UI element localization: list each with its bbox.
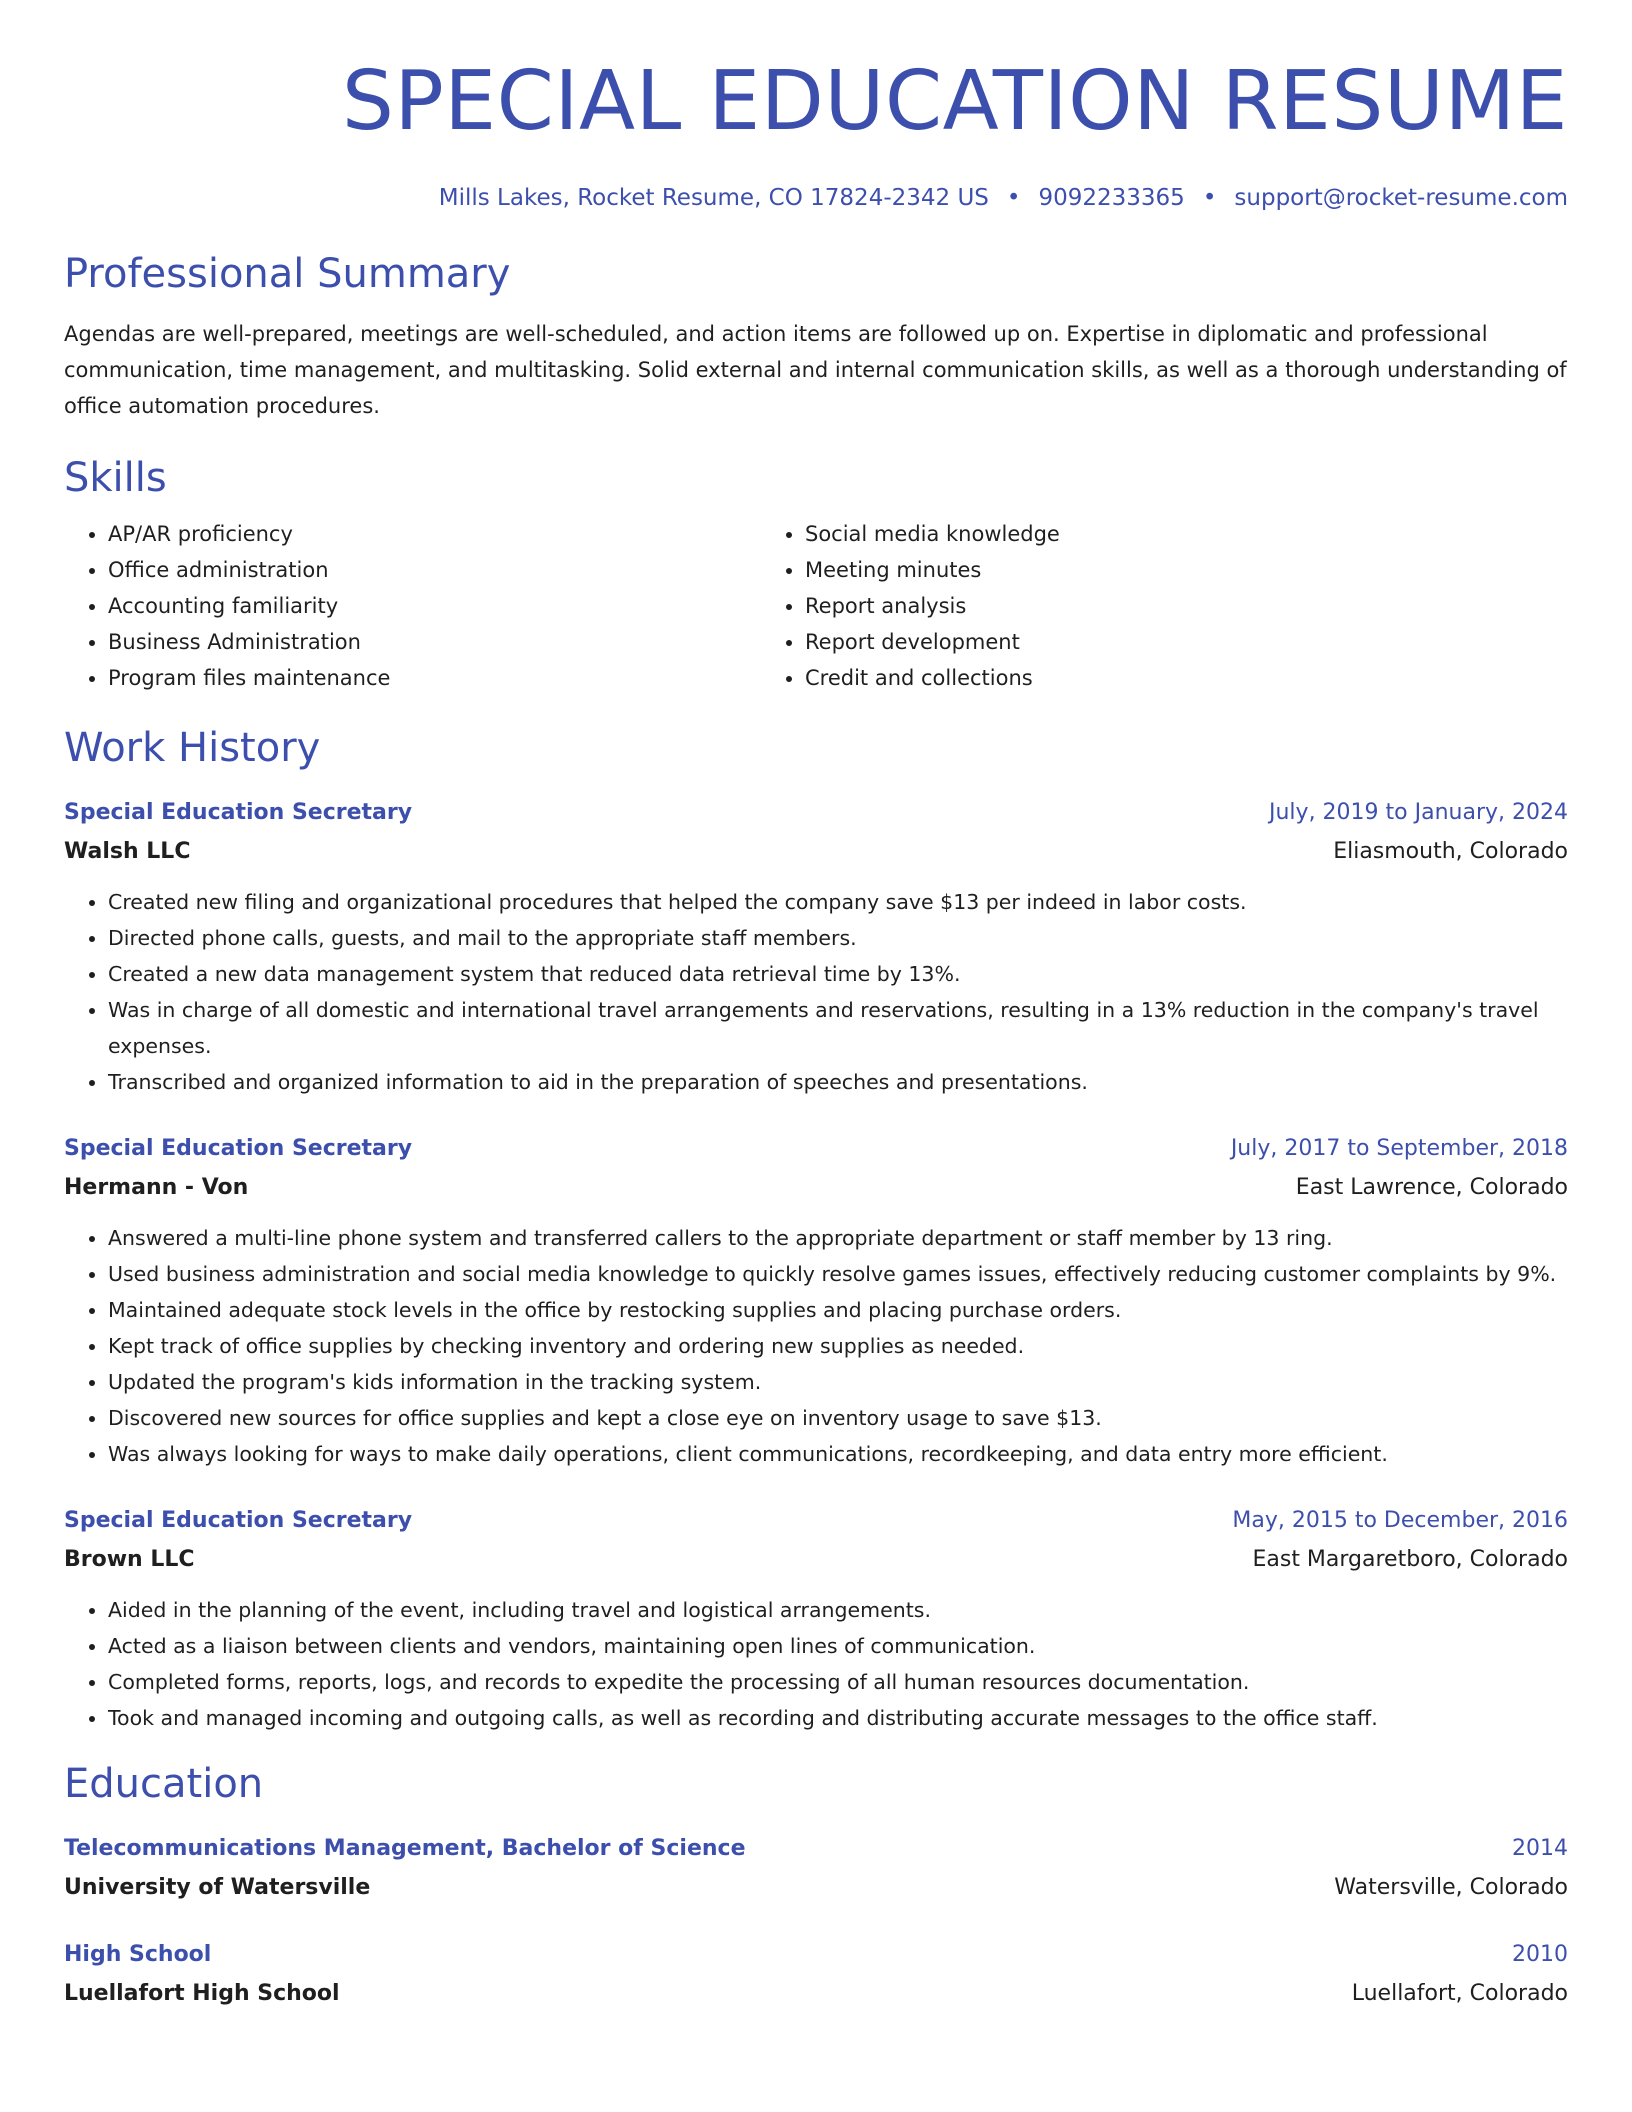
skill-item: • Office administration bbox=[108, 552, 761, 588]
job-role: Special Education Secretary bbox=[64, 1136, 413, 1161]
job-company-row bbox=[64, 1540, 1568, 1580]
job-entry bbox=[64, 794, 1568, 1100]
skill-item: • Social media knowledge bbox=[805, 516, 1568, 552]
education-location: Watersville, Colorado bbox=[1334, 1875, 1568, 1900]
contact-phone[interactable]: 9092233365 bbox=[1038, 185, 1185, 211]
skills-columns bbox=[64, 516, 1568, 696]
job-title-row bbox=[64, 1130, 1568, 1168]
job-company-row bbox=[64, 1168, 1568, 1208]
job-bullet: • Created a new data management system that reduced data retrieval time by 13%. bbox=[108, 956, 1568, 992]
job-company-row bbox=[64, 832, 1568, 872]
job-bullet: • Kept track of office supplies by checking inventory and ordering new supplies as needed. bbox=[108, 1328, 1568, 1364]
skill-item: • Meeting minutes bbox=[805, 552, 1568, 588]
education-entry bbox=[64, 1936, 1568, 2014]
job-title-row bbox=[64, 794, 1568, 832]
job-bullet: • Took and managed incoming and outgoing calls, as well as recording and distributing accurate messages to the office staff. bbox=[108, 1700, 1568, 1736]
job-entry bbox=[64, 1130, 1568, 1472]
job-bullets bbox=[64, 1220, 1568, 1472]
contact-email[interactable]: support@rocket-resume.com bbox=[1234, 185, 1568, 211]
job-bullets bbox=[64, 1592, 1568, 1736]
job-bullet: • Answered a multi-line phone system and transferred callers to the appropriate department or staff member by 13 ring. bbox=[108, 1220, 1568, 1256]
job-company: Walsh LLC bbox=[64, 839, 191, 864]
skill-item: • Report analysis bbox=[805, 588, 1568, 624]
work-history-section bbox=[64, 722, 1568, 1736]
skill-item: • Program files maintenance bbox=[108, 660, 761, 696]
education-school-row bbox=[64, 1868, 1568, 1908]
skill-item: • AP/AR proficiency bbox=[108, 516, 761, 552]
job-bullet: • Was always looking for ways to make daily operations, client communications, recordkeeping, and data entry more efficient. bbox=[108, 1436, 1568, 1472]
contact-address: Mills Lakes, Rocket Resume, CO 17824-2342 US bbox=[438, 185, 989, 211]
job-bullet: • Created new filing and organizational procedures that helped the company save $13 per indeed in labor costs. bbox=[108, 884, 1568, 920]
education-school: Luellafort High School bbox=[64, 1981, 340, 2006]
job-company: Hermann - Von bbox=[64, 1175, 249, 1200]
job-bullet: • Acted as a liaison between clients and vendors, maintaining open lines of communication. bbox=[108, 1628, 1568, 1664]
resume-title: SPECIAL EDUCATION RESUME bbox=[341, 54, 1568, 149]
summary-heading: Professional Summary bbox=[64, 251, 511, 297]
job-bullet: • Aided in the planning of the event, including travel and logistical arrangements. bbox=[108, 1592, 1568, 1628]
job-dates: July, 2019 to January, 2024 bbox=[1269, 800, 1568, 825]
job-bullet: • Maintained adequate stock levels in the office by restocking supplies and placing purchase orders. bbox=[108, 1292, 1568, 1328]
job-bullet: • Used business administration and social media knowledge to quickly resolve games issues, effectively reducing customer complaints by 9%. bbox=[108, 1256, 1568, 1292]
job-bullet: • Completed forms, reports, logs, and records to expedite the processing of all human resources documentation. bbox=[108, 1664, 1568, 1700]
job-location: East Margaretboro, Colorado bbox=[1252, 1547, 1568, 1572]
education-school-row bbox=[64, 1974, 1568, 2014]
skill-item: • Business Administration bbox=[108, 624, 761, 660]
job-dates: July, 2017 to September, 2018 bbox=[1230, 1136, 1568, 1161]
education-year: 2014 bbox=[1512, 1836, 1568, 1861]
work-history-heading: Work History bbox=[64, 725, 321, 771]
resume-header bbox=[64, 52, 1568, 214]
job-role: Special Education Secretary bbox=[64, 800, 413, 825]
skills-list-left bbox=[64, 516, 761, 696]
summary-text: Agendas are well-prepared, meetings are well-scheduled, and action items are followed up on. Expertise in diplomatic and professional communication, time management, and multitasking. Solid external and internal communication skills, as well as a thorough understanding of office automation procedures. bbox=[64, 322, 1567, 418]
education-heading: Education bbox=[64, 1761, 264, 1807]
job-role: Special Education Secretary bbox=[64, 1508, 413, 1533]
education-location: Luellafort, Colorado bbox=[1351, 1981, 1568, 2006]
skills-list-right bbox=[761, 516, 1568, 696]
skill-item: • Credit and collections bbox=[805, 660, 1568, 696]
job-bullets bbox=[64, 884, 1568, 1100]
job-bullet: • Directed phone calls, guests, and mail to the appropriate staff members. bbox=[108, 920, 1568, 956]
education-degree: Telecommunications Management, Bachelor of Science bbox=[64, 1836, 746, 1861]
contact-separator: • bbox=[1006, 185, 1021, 211]
job-entry bbox=[64, 1502, 1568, 1736]
summary-section bbox=[64, 248, 1568, 424]
skills-heading: Skills bbox=[64, 455, 167, 501]
job-title-row bbox=[64, 1502, 1568, 1540]
job-bullet: • Discovered new sources for office supplies and kept a close eye on inventory usage to save $13. bbox=[108, 1400, 1568, 1436]
skill-item: • Report development bbox=[805, 624, 1568, 660]
skill-item: • Accounting familiarity bbox=[108, 588, 761, 624]
job-bullet: • Transcribed and organized information to aid in the preparation of speeches and presentations. bbox=[108, 1064, 1568, 1100]
education-degree-row bbox=[64, 1936, 1568, 1974]
job-bullet: • Updated the program's kids information in the tracking system. bbox=[108, 1364, 1568, 1400]
job-bullet: • Was in charge of all domestic and international travel arrangements and reservations, resulting in a 13% reduction in the company's travel expenses. bbox=[108, 992, 1568, 1064]
job-location: Eliasmouth, Colorado bbox=[1333, 839, 1568, 864]
education-section bbox=[64, 1758, 1568, 2014]
education-year: 2010 bbox=[1512, 1942, 1568, 1967]
education-entry bbox=[64, 1830, 1568, 1908]
job-location: East Lawrence, Colorado bbox=[1295, 1175, 1568, 1200]
job-company: Brown LLC bbox=[64, 1547, 195, 1572]
skills-section bbox=[64, 452, 1568, 696]
contact-line bbox=[64, 182, 1568, 214]
education-degree: High School bbox=[64, 1942, 212, 1967]
education-school: University of Watersville bbox=[64, 1875, 371, 1900]
contact-separator: • bbox=[1202, 185, 1217, 211]
job-dates: May, 2015 to December, 2016 bbox=[1232, 1508, 1568, 1533]
education-degree-row bbox=[64, 1830, 1568, 1868]
